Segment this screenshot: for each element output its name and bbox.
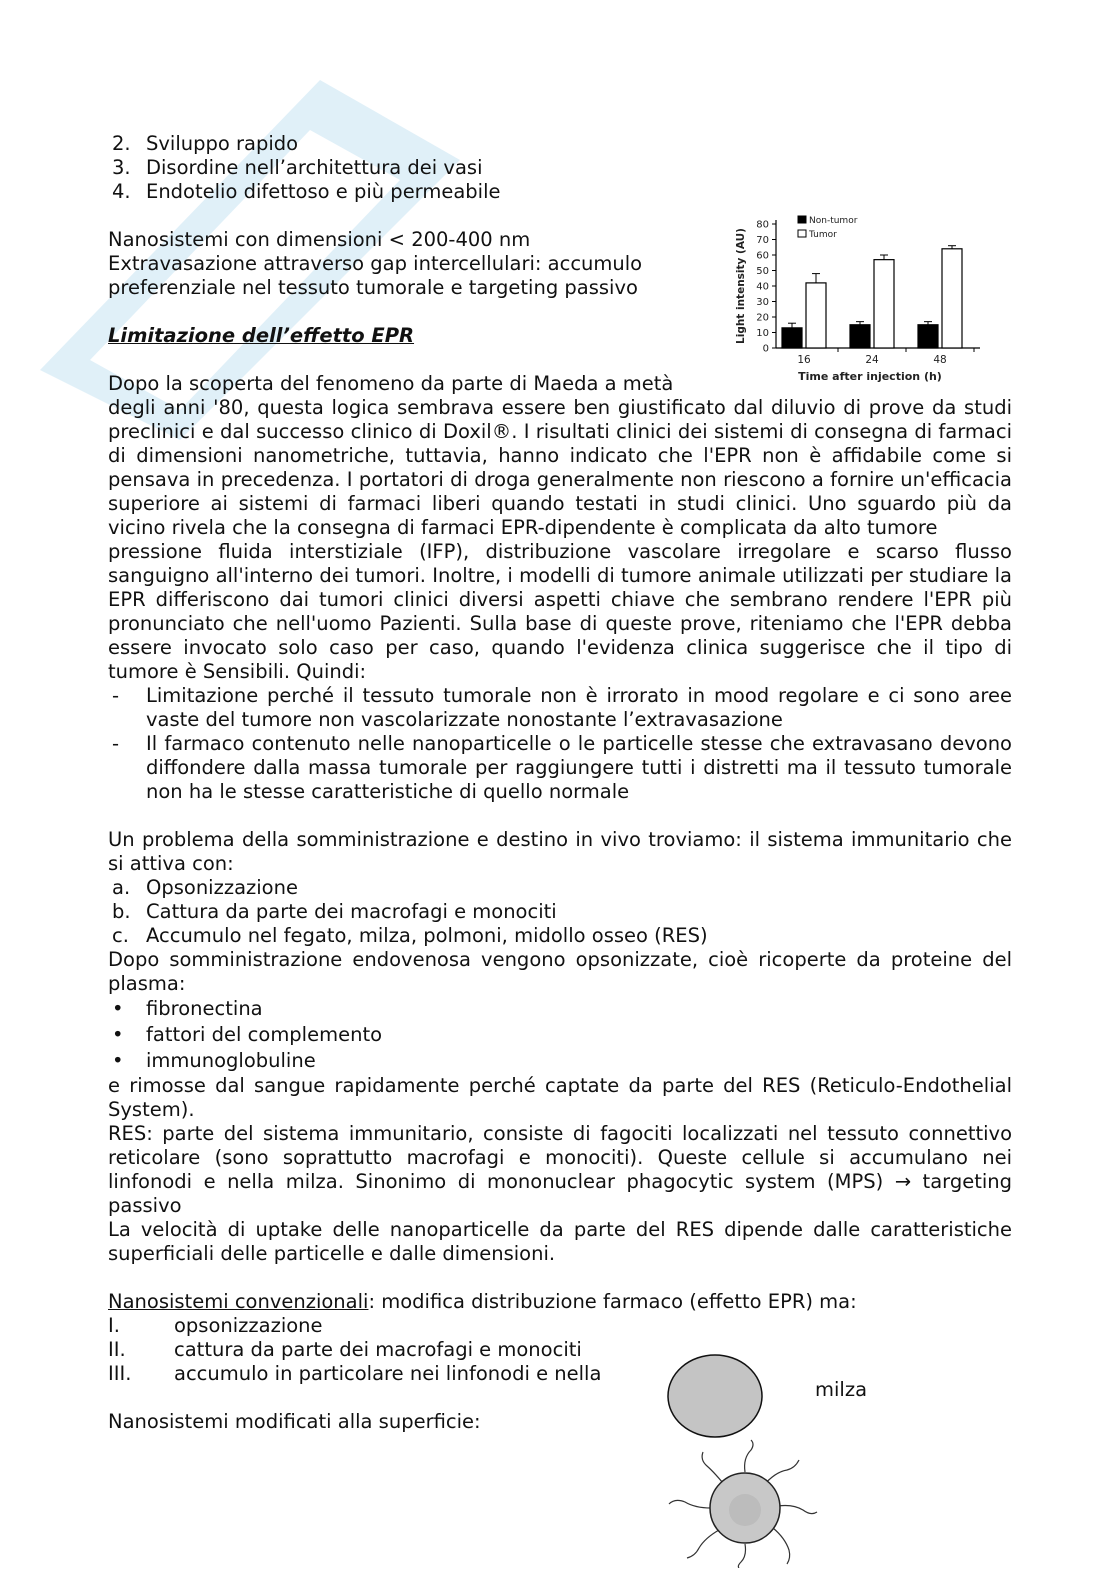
section-heading: Limitazione dell’effetto EPR [108,324,415,347]
roman-list-marker: II. [108,1338,126,1361]
intro-list-item [108,180,1012,204]
immune-list-item [108,876,1012,900]
immune-list-item [108,924,1012,948]
intro-list-text: Endotelio difettoso e più permeabile [146,180,501,203]
y-tick-label: 60 [756,250,769,262]
nanosize-line-3: preferenziale nel tessuto tumorale e targeting passivo [108,276,638,299]
y-tick-label: 50 [756,266,769,277]
immune-list-marker: b. [112,900,131,923]
y-axis-label: Light intensity (AU) [735,228,747,344]
pegylated-nanoparticle-illustration [665,1438,825,1568]
bullet-text: immunoglobuline [146,1049,316,1072]
limit-list-text: Limitazione perché il tessuto tumorale non è irrorato in mood regolare e ci sono aree vaste del tumore non vascolarizzate nonostante l’extravasazione [146,684,1012,731]
immune-intro: Un problema della somministrazione e destino in vivo troviamo: il sistema immunitario che si attiva con: [108,828,1012,875]
document-page [108,132,1012,1434]
limit-list-item [108,684,1012,732]
removed-text: e rimosse dal sangue rapidamente perché captate da parte del RES (Reticulo-Endothelial System). [108,1074,1012,1121]
milza-label: milza [815,1378,868,1401]
bullet-marker: • [112,997,124,1020]
roman-list-item [108,1362,1012,1386]
res-text: RES: parte del sistema immunitario, consiste di fagociti localizzati nel tessuto connettivo reticolare (sono soprattutto macrofagi e monociti). Queste cellule si accumulano nei linfonodi e nella milza. Sinonimo di mononuclear phagocytic system (MPS) → targeting passivo [108,1122,1012,1217]
legend-label-tumor: Tumor [809,230,837,240]
immune-list-text: Opsonizzazione [146,876,298,899]
y-tick-label: 20 [756,312,769,324]
protein-bullets [108,996,1012,1074]
conventional-list [108,1314,1012,1386]
legend-label-non-tumor: Non-tumor [809,216,858,226]
limit-list-item [108,732,1012,804]
roman-list-item [108,1338,1012,1362]
limit-list [108,684,1012,804]
epr-body: degli anni '80, questa logica sembrava essere ben giustificato dal diluvio di prove da studi preclinici e dal successo clinico di Doxil®. I risultati clinici dei sistemi di consegna di farmaci di dimensioni nanometriche, tuttavia, hanno indicato che l'EPR non è affidabile come si pensava in precedenza. I portatori di droga generalmente non riescono a fornire un'efficacia superiore ai sistemi di farmaci liberi quando testati in studi clinici. Uno sguardo più da vicino rivela che la consegna di farmaci EPR-dipendente è complicata da alto tumore [108,396,1012,539]
plain-nanoparticle-illustration [665,1353,765,1439]
x-tick-label: 16 [797,354,811,366]
intro-list [108,132,1012,204]
bullet-text: fibronectina [146,997,263,1020]
intro-list-marker: 3. [112,156,131,179]
immune-list-text: Cattura da parte dei macrofagi e monociti [146,900,557,923]
immune-list [108,876,1012,948]
speed-text: La velocità di uptake delle nanoparticelle da parte del RES dipende dalle caratteristiche superficiali delle particelle e dalle dimensioni. [108,1218,1012,1265]
x-axis-label: Time after injection (h) [798,370,942,383]
limit-list-marker: - [112,732,120,755]
opsonization-text: Dopo somministrazione endovenosa vengono opsonizzate, cioè ricoperte da proteine del plasma: [108,948,1012,995]
epr-body-2: pressione fluida interstiziale (IFP), distribuzione vascolare irregolare e scarso flusso sanguigno all'interno dei tumori. Inoltre, i modelli di tumore animale utilizzati per studiare la EPR differiscono dai tumori clinici diversi aspetti chiave che sembrano rendere l'EPR più pronunciato che nell'uomo Pazienti. Sulla base di queste prove, riteniamo che l'EPR debba essere invocato solo caso per caso, quando l'evidenza clinica suggerisce che il tipo di tumore è Sensibili. Quindi: [108,540,1012,683]
immune-list-marker: c. [112,924,129,947]
immune-list-item [108,900,1012,924]
limit-list-marker: - [112,684,120,707]
roman-list-text: accumulo in particolare nei linfonodi e nella [174,1362,602,1385]
x-tick-label: 24 [865,354,879,366]
bullet-item [108,1048,1012,1074]
conventional-rest: : modifica distribuzione farmaco (effetto EPR) ma: [368,1290,857,1313]
bullet-item [108,996,1012,1022]
conventional-heading [108,1290,1012,1314]
bullet-marker: • [112,1023,124,1046]
intro-list-text: Sviluppo rapido [146,132,299,155]
roman-list-item [108,1314,1012,1338]
nanosize-line-2: Extravasazione attraverso gap intercellulari: accumulo [108,252,643,275]
roman-list-text: opsonizzazione [174,1314,323,1337]
nanosize-line-1: Nanosistemi con dimensioni < 200-400 nm [108,228,531,251]
roman-list-text: cattura da parte dei macrofagi e monociti [174,1338,582,1361]
conventional-title: Nanosistemi convenzionali [108,1290,369,1313]
x-tick-label: 48 [933,354,947,366]
roman-list-marker: III. [108,1362,132,1385]
intro-list-marker: 4. [112,180,131,203]
intro-list-item [108,132,1012,156]
epr-first-line: Dopo la scoperta del fenomeno da parte di Maeda a metà [108,372,674,395]
limit-list-text: Il farmaco contenuto nelle nanoparticelle o le particelle stesse che extravasano devono diffondere dalla massa tumorale per raggiungere tutti i distretti ma il tessuto tumorale non ha le stesse caratteristiche di quello normale [146,732,1012,803]
intro-list-item [108,156,1012,180]
y-tick-label: 70 [756,235,769,246]
y-tick-label: 10 [756,328,769,339]
immune-list-text: Accumulo nel fegato, milza, polmoni, midollo osseo (RES) [146,924,708,947]
y-tick-label: 80 [756,219,769,231]
roman-list-marker: I. [108,1314,120,1337]
bullet-item [108,1022,1012,1048]
y-tick-label: 0 [762,343,769,355]
y-tick-label: 30 [756,297,769,308]
intro-list-marker: 2. [112,132,131,155]
immune-list-marker: a. [112,876,131,899]
intro-list-text: Disordine nell’architettura dei vasi [146,156,483,179]
bullet-marker: • [112,1049,124,1072]
modified-heading: Nanosistemi modificati alla superficie: [108,1410,481,1433]
bullet-text: fattori del complemento [146,1023,383,1046]
y-tick-label: 40 [756,281,769,293]
